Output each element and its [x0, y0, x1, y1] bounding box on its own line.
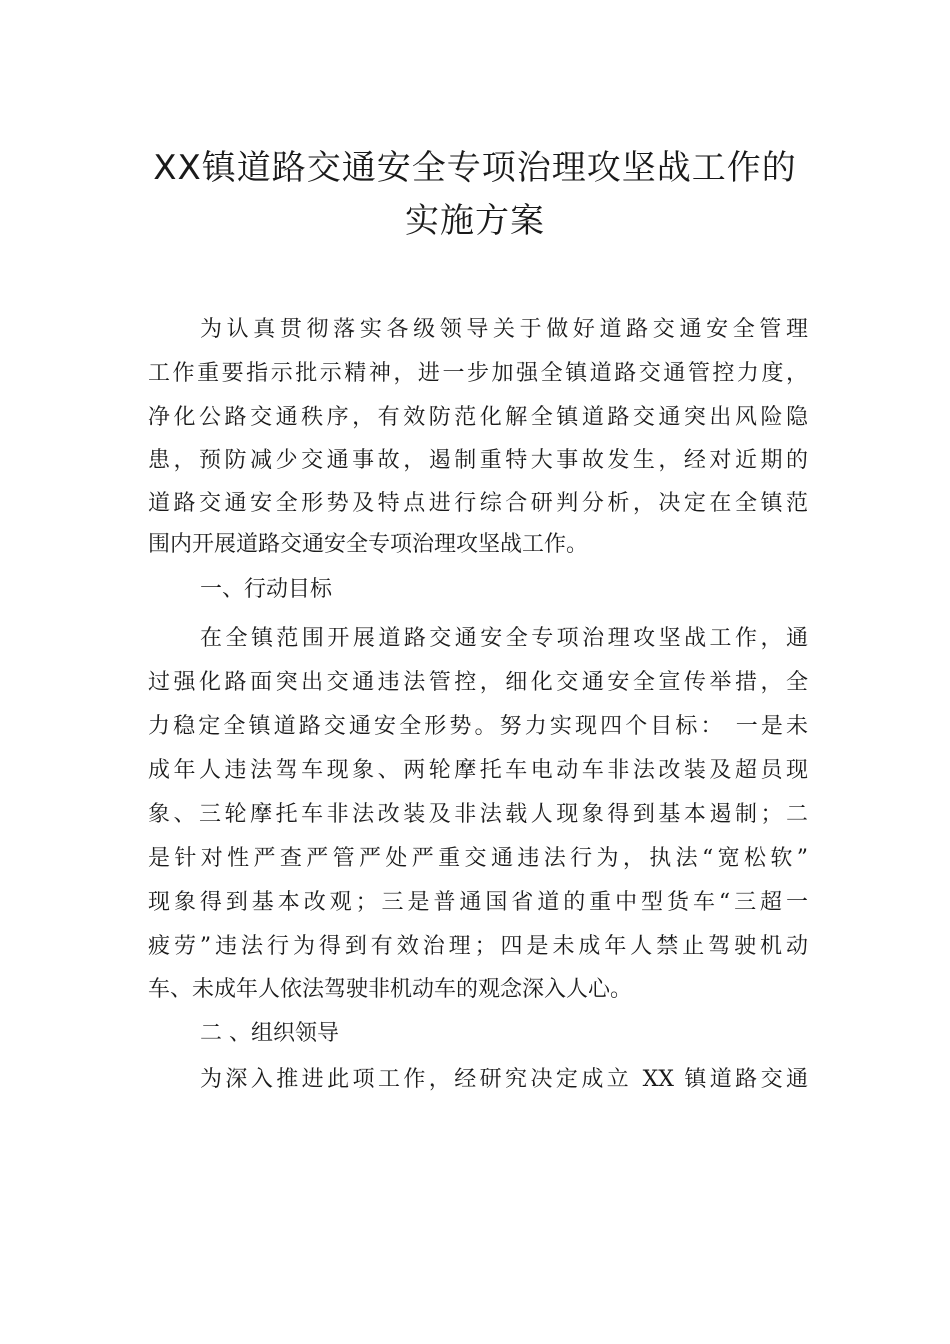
- intro-paragraph-line: 净化公路交通秩序，有效防范化解全镇道路交通突出风险隐: [148, 405, 808, 430]
- organization-paragraph-line: 为深入推进此项工作，经研究决定成立 XX 镇道路交通: [200, 1067, 808, 1092]
- intro-paragraph-line: 患，预防减少交通事故，遏制重特大事故发生，经对近期的: [148, 448, 808, 473]
- goals-paragraph-line: 是针对性严查严管严处严重交通违法行为，执法“宽松软”: [148, 846, 808, 871]
- goals-paragraph-line: 象、三轮摩托车非法改装及非法载人现象得到基本遏制；二: [148, 802, 808, 827]
- goals-paragraph-line: 过强化路面突出交通违法管控，细化交通安全宣传举措，全: [148, 670, 808, 695]
- goals-paragraph-line: 车、未成年人依法驾驶非机动车的观念深入人心。: [148, 977, 633, 1002]
- section-heading-organization: 二 、组织领导: [200, 1021, 339, 1046]
- goals-paragraph-line: 力稳定全镇道路交通安全形势。努力实现四个目标： 一是未: [148, 714, 808, 739]
- intro-paragraph-line: 工作重要指示批示精神，进一步加强全镇道路交通管控力度，: [148, 361, 808, 386]
- section-heading-goals: 一、行动目标: [200, 577, 333, 602]
- intro-paragraph-line: 围内开展道路交通安全专项治理攻坚战工作。: [148, 532, 589, 557]
- intro-paragraph-line: 为认真贯彻落实各级领导关于做好道路交通安全管理: [200, 317, 808, 342]
- intro-paragraph-line: 道路交通安全形势及特点进行综合研判分析，决定在全镇范: [148, 491, 808, 516]
- goals-paragraph-line: 在全镇范围开展道路交通安全专项治理攻坚战工作，通: [200, 626, 808, 651]
- goals-paragraph-line: 成年人违法驾车现象、两轮摩托车电动车非法改装及超员现: [148, 758, 808, 783]
- goals-paragraph-line: 疲劳”违法行为得到有效治理；四是未成年人禁止驾驶机动: [148, 934, 808, 959]
- goals-paragraph-line: 现象得到基本改观；三是普通国省道的重中型货车“三超一: [148, 890, 808, 915]
- document-title-line-2: 实施方案: [405, 201, 545, 241]
- document-title-line-1: XX镇道路交通安全专项治理攻坚战工作的: [153, 148, 797, 188]
